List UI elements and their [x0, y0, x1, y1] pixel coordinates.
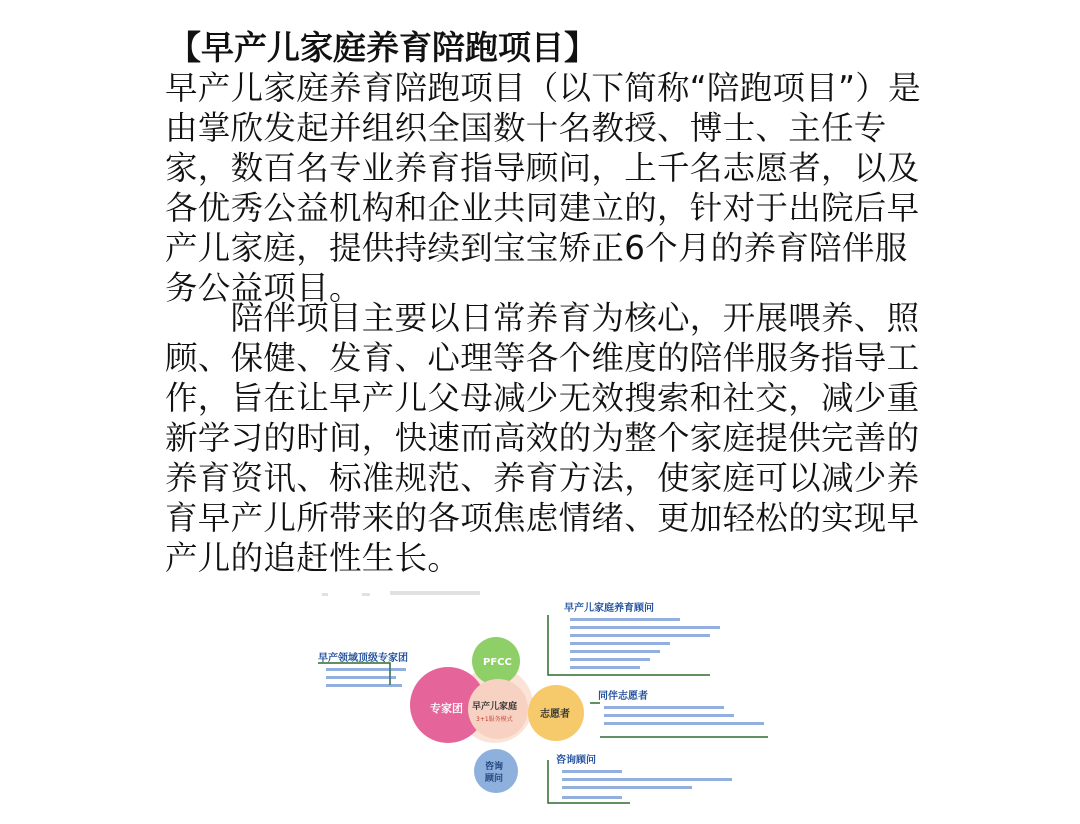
volunteer-panel-bullets [604, 706, 764, 725]
volunteer-panel-title: 同伴志愿者 [598, 691, 648, 702]
center-label: 早产儿家庭 [472, 702, 518, 712]
expert-node-label: 专家团 [430, 702, 463, 715]
pfcc-node-label: PFCC [483, 657, 512, 668]
text-line: 养育资讯、标准规范、养育方法，使家庭可以减少养 [165, 459, 920, 497]
consult-node-label-1: 咨询 [485, 762, 504, 772]
text-line: 产儿的追赶性生长。 [165, 539, 461, 577]
consult-node-label-2: 顾问 [485, 774, 504, 784]
text-line: 作，旨在让早产儿父母减少无效搜索和社交，减少重 [165, 379, 920, 417]
text-line: 各优秀公益机构和企业共同建立的，针对于出院后早 [165, 189, 920, 227]
expert-panel-title: 早产领域顶级专家团 [318, 653, 408, 664]
advisor-panel-bullets [570, 618, 720, 669]
consult-panel-title: 咨询顾问 [556, 755, 596, 766]
text-line: 由掌欣发起并组织全国数十名教授、博士、主任专 [165, 109, 887, 147]
text-line: 育早产儿所带来的各项焦虑情绪、更加轻松的实现早 [165, 499, 920, 537]
text-line: 新学习的时间，快速而高效的为整个家庭提供完善的 [165, 419, 920, 457]
text-line: 产儿家庭，提供持续到宝宝矫正6个月的养育陪伴服 [165, 229, 908, 267]
center-sublabel: 3+1服务模式 [476, 716, 513, 723]
expert-panel-bullets [326, 668, 406, 687]
text-line: 务公益项目。 [165, 269, 362, 307]
advisor-panel-title: 早产儿家庭养育顾问 [564, 603, 654, 614]
service-model-diagram [300, 585, 780, 815]
faint-header-text [322, 591, 480, 596]
text-line: 早产儿家庭养育陪跑项目（以下简称“陪跑项目”）是 [165, 69, 921, 107]
consult-panel-bullets [562, 770, 732, 799]
document-title: 【早产儿家庭养育陪跑项目】 [168, 28, 597, 67]
text-line: 家，数百名专业养育指导顾问，上千名志愿者，以及 [165, 149, 920, 187]
volunteer-node-label: 志愿者 [540, 709, 570, 720]
text-line: 陪伴项目主要以日常养育为核心，开展喂养、照 [165, 299, 920, 337]
text-line: 顾、保健、发育、心理等各个维度的陪伴服务指导工 [165, 339, 920, 377]
